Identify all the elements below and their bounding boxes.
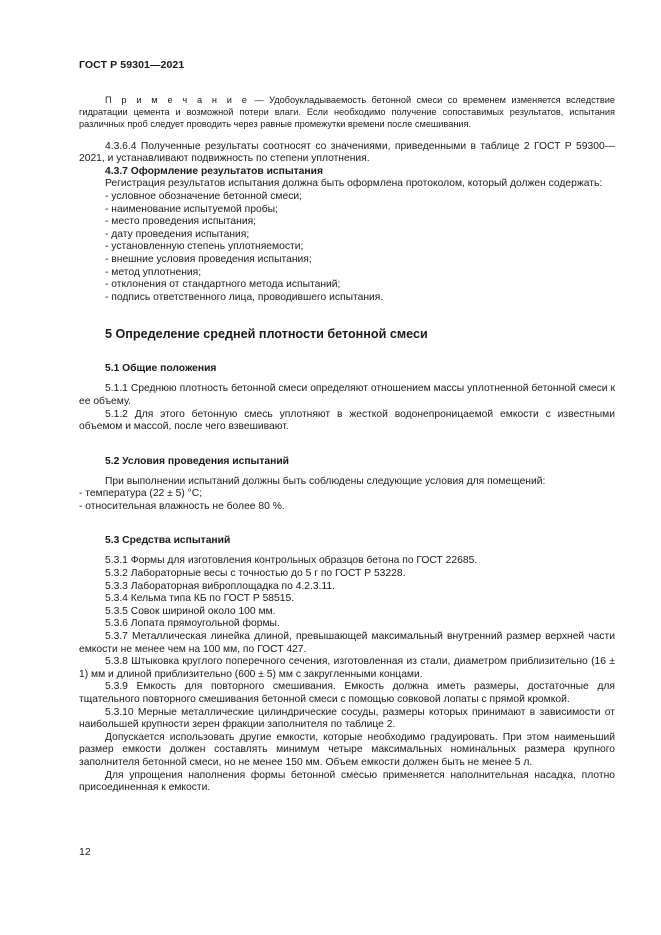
page-number: 12 (79, 846, 91, 858)
item-5-3-6: 5.3.6 Лопата прямоугольной формы. (105, 618, 280, 630)
list-item: - внешние условия проведения испытания; (105, 253, 312, 265)
list-item: - дату проведения испытания; (105, 228, 250, 240)
paragraph-5-2: При выполнении испытаний должны быть соблюдены следующие условия для помещений: (105, 475, 546, 487)
heading-4-3-7: 4.3.7 Оформление результатов испытания (105, 165, 323, 177)
list-item: - наименование испытуемой пробы; (105, 203, 278, 215)
paragraph-other-containers: Допускается использовать другие емкости, которые необходимо градуировать. При этом наименьший размер емкости должен составлять минимум четыре максимальных номинальных размера крупного заполнителя бетонной смеси, но не менее 150 мм. Объем емкости должен быть не менее 5 л. (79, 731, 615, 768)
item-5-3-2: 5.3.2 Лабораторные весы с точностью до 5 г по ГОСТ Р 53228. (105, 568, 406, 580)
list-item: - отклонения от стандартного метода испытаний; (105, 279, 341, 291)
list-item: - место проведения испытания; (105, 216, 257, 228)
item-5-3-1: 5.3.1 Формы для изготовления контрольных образцов бетона по ГОСТ 22685. (105, 555, 478, 567)
subsection-5-3-title: 5.3 Средства испытаний (105, 535, 231, 547)
condition-humidity: - относительная влажность не более 80 %. (79, 500, 285, 512)
protocol-list (79, 191, 615, 304)
item-5-3-9: 5.3.9 Емкость для повторного смешивания. Емкость должна иметь размеры, достаточные для тщательного повторного смешивания бетонной смеси с помощью совковой лопаты с прямой кромкой. (79, 681, 615, 706)
item-5-3-4: 5.3.4 Кельма типа КБ по ГОСТ Р 58515. (105, 593, 295, 605)
item-5-3-7: 5.3.7 Металлическая линейка длиной, превышающей максимальный внутренний размер верхней части емкости не менее чем на 100 мм, по ГОСТ 427. (79, 631, 615, 655)
paragraph-filling-nozzle: Для упрощения наполнения формы бетонной смесью применяется наполнительная насадка, плотно присоединенная к емкости. (79, 769, 615, 794)
list-item: - установленную степень уплотняемости; (105, 241, 304, 253)
paragraph-5-1-2: 5.1.2 Для этого бетонную смесь уплотняют в жесткой водонепроницаемой емкости с известными объемом и массой, после чего взвешивают. (79, 408, 615, 433)
item-5-3-10: 5.3.10 Мерные металлические цилиндрические сосуды, размеры которых принимают в зависимости от наибольшей крупности зерен фракции заполнителя по таблице 2. (79, 706, 615, 731)
list-item: - метод уплотнения; (105, 266, 202, 278)
document-header: ГОСТ Р 59301—2021 (79, 59, 185, 71)
item-5-3-8: 5.3.8 Штыковка круглого поперечного сечения, изготовленная из стали, диаметром приблизительно (16 ± 1) мм и длиной приблизительно (600 ± 5) мм с закругленными концами. (79, 656, 615, 680)
note-label: П р и м е ч а н и е (105, 95, 250, 105)
subsection-5-1-title: 5.1 Общие положения (105, 363, 217, 375)
page-content (79, 94, 615, 795)
list-item: - подпись ответственного лица, проводившего испытания. (105, 291, 384, 303)
section-5-title: 5 Определение средней плотности бетонной смеси (105, 327, 428, 342)
paragraph-4-3-6-4: 4.3.6.4 Полученные результаты соотносят со значениями, приведенными в таблице 2 ГОСТ Р 59300—2021, и устанавливают подвижность по степени уплотнения. (79, 140, 615, 165)
item-5-3-3: 5.3.3 Лабораторная виброплощадка по 4.2.3.11. (105, 580, 336, 592)
note-text: — Удобоукладываемость бетонной смеси со временем изменяется вследствие гидратации цемента и возможной потери влаги. Если необходимо получение сопоставимых результатов, испытания различных проб следует проводить через равные промежутки времени после смешивания. (79, 95, 615, 130)
item-5-3-5: 5.3.5 Совок шириной около 100 мм. (105, 605, 276, 617)
note-paragraph (79, 94, 615, 131)
list-item: - условное обозначение бетонной смеси; (105, 190, 302, 202)
paragraph-4-3-7: Регистрация результатов испытания должна быть оформлена протоколом, который должен содержать: (105, 178, 603, 190)
subsection-5-2-title: 5.2 Условия проведения испытаний (105, 455, 290, 467)
paragraph-5-1-1: 5.1.1 Среднюю плотность бетонной смеси определяют отношением массы уплотненной бетонной смеси к ее объему. (79, 383, 615, 407)
condition-temperature: - температура (22 ± 5) °С; (79, 488, 203, 500)
